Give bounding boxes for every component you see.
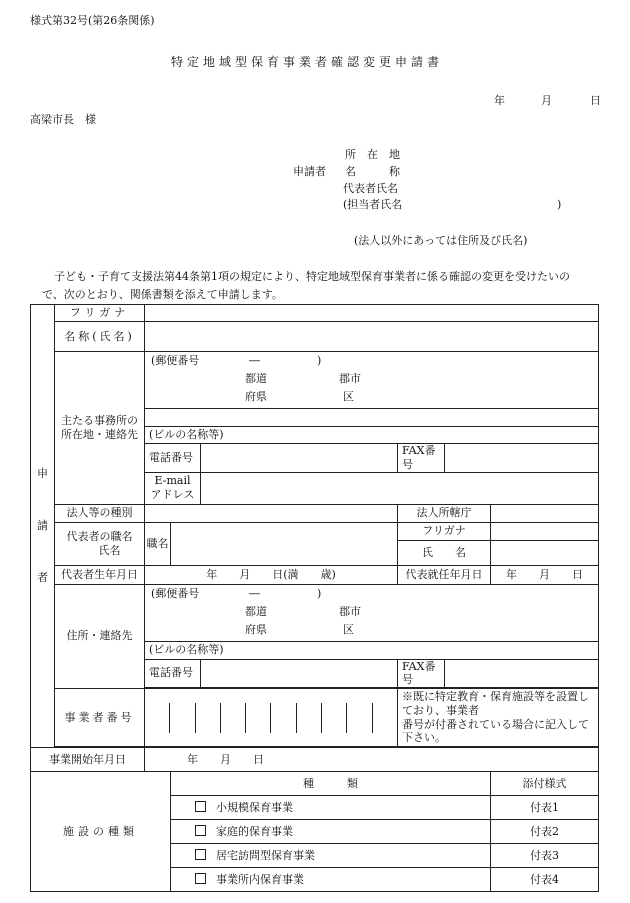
contact-person-label: (担当者氏名 bbox=[343, 198, 403, 211]
todofuken-bottom: 府県 bbox=[245, 390, 267, 403]
residence-building-label: (ビルの名称等) bbox=[149, 643, 224, 657]
attachment-header: 添付様式 bbox=[491, 772, 599, 796]
residence-phone-label: 電話番号 bbox=[145, 659, 201, 688]
operator-number-note: ※既に特定教育・保育施設等を設置しており、事業者 番号が付番されている場合に記入して下さい。 bbox=[398, 689, 599, 747]
job-title-field[interactable] bbox=[171, 522, 398, 565]
residence-fax-label: FAX番号 bbox=[398, 659, 445, 688]
name-field[interactable] bbox=[145, 322, 599, 352]
checkbox-icon[interactable] bbox=[195, 825, 206, 836]
attachment-4: 付表4 bbox=[491, 868, 599, 892]
todofuken-top: 都道 bbox=[245, 372, 267, 385]
corp-type-label: 法人等の種別 bbox=[55, 504, 145, 522]
address-label: 所 在 地 bbox=[345, 148, 400, 161]
form-number: 様式第32号(第26条関係) bbox=[30, 14, 155, 27]
residence-postal-dash: ― bbox=[249, 586, 260, 600]
body-line-1: 子ども・子育て支援法第44条第1項の規定により、特定地域型保育事業者に係る確認の変更を受けたいの bbox=[54, 270, 570, 283]
fax-field[interactable] bbox=[445, 444, 599, 473]
name-label: 名 称 bbox=[345, 165, 400, 178]
gunshi-bottom: 区 bbox=[343, 390, 354, 403]
main-office-address-line[interactable] bbox=[145, 409, 599, 427]
checkbox-icon[interactable] bbox=[195, 873, 206, 884]
appointment-label: 代表就任年月日 bbox=[398, 565, 491, 584]
corp-type-field[interactable] bbox=[145, 504, 398, 522]
job-title-label: 職名 bbox=[145, 522, 171, 565]
facility-type-item-3[interactable]: 居宅訪問型保育事業 bbox=[171, 844, 491, 868]
facility-type-item-1[interactable]: 小規模保育事業 bbox=[171, 796, 491, 820]
applicant-vertical-label: 申 請 者 bbox=[31, 305, 55, 748]
phone-field[interactable] bbox=[201, 444, 398, 473]
residence-address-field[interactable] bbox=[145, 584, 599, 641]
corp-office-label: 法人所轄庁 bbox=[398, 504, 491, 522]
date-day: 日 bbox=[590, 94, 601, 107]
furigana-label: フリガナ bbox=[55, 305, 145, 322]
postal-close: ) bbox=[317, 354, 322, 367]
checkbox-icon[interactable] bbox=[195, 801, 206, 812]
attachment-3: 付表3 bbox=[491, 844, 599, 868]
operator-number-label: 事業者番号 bbox=[55, 689, 145, 747]
attachment-1: 付表1 bbox=[491, 796, 599, 820]
residence-phone-field[interactable] bbox=[201, 659, 398, 688]
residence-fax-field[interactable] bbox=[445, 659, 599, 688]
rep-furigana-label: フリガナ bbox=[398, 522, 491, 540]
residence-postal-close: ) bbox=[317, 586, 322, 600]
appointment-field[interactable]: 年 月 日 bbox=[491, 565, 599, 584]
facility-type-label: 施設の種類 bbox=[31, 772, 171, 892]
corp-office-field[interactable] bbox=[491, 504, 599, 522]
facility-type-item-2[interactable]: 家庭的保育事業 bbox=[171, 820, 491, 844]
start-date-field[interactable]: 年 月 日 bbox=[145, 748, 599, 772]
building-label: (ビルの名称等) bbox=[149, 428, 224, 442]
residence-gunshi-top: 郡市 bbox=[339, 604, 361, 618]
gunshi-top: 郡市 bbox=[339, 372, 361, 385]
applicant-label: 申請者 bbox=[293, 165, 326, 178]
rep-name-label: 氏 名 bbox=[398, 540, 491, 565]
main-office-address-field[interactable] bbox=[145, 352, 599, 409]
rep-furigana-field[interactable] bbox=[491, 522, 599, 540]
main-office-label: 主たる事務所の所在地・連絡先 bbox=[55, 352, 145, 505]
applicant-note: (法人以外にあっては住所及び氏名) bbox=[354, 234, 528, 247]
email-field[interactable] bbox=[201, 472, 599, 504]
addressee: 高梁市長 様 bbox=[30, 113, 96, 126]
building-name-field[interactable] bbox=[145, 427, 599, 444]
residence-todofuken-top: 都道 bbox=[245, 604, 267, 618]
rep-name-field[interactable] bbox=[491, 540, 599, 565]
fax-label: FAX番号 bbox=[398, 444, 445, 473]
residence-building-field[interactable] bbox=[145, 641, 599, 659]
postal-dash: ― bbox=[249, 354, 260, 367]
operator-number-field[interactable] bbox=[145, 689, 398, 747]
residence-gunshi-bottom: 区 bbox=[343, 622, 354, 636]
checkbox-icon[interactable] bbox=[195, 849, 206, 860]
rep-birth-field[interactable]: 年 月 日(満 歳) bbox=[145, 565, 398, 584]
furigana-field[interactable] bbox=[145, 305, 599, 322]
email-label: E-mail アドレス bbox=[145, 472, 201, 504]
attachment-2: 付表2 bbox=[491, 820, 599, 844]
operator-number-digits bbox=[145, 703, 397, 733]
date-year: 年 bbox=[494, 94, 505, 107]
date-month: 月 bbox=[541, 94, 552, 107]
body-line-2: で、次のとおり、関係書類を添えて申請します。 bbox=[42, 288, 283, 301]
residence-postal-label: (郵便番号 bbox=[151, 586, 200, 600]
name-label-cell: 名称(氏名) bbox=[55, 322, 145, 352]
application-table bbox=[30, 304, 599, 892]
phone-label: 電話番号 bbox=[145, 444, 201, 473]
facility-type-item-4[interactable]: 事業所内保育事業 bbox=[171, 868, 491, 892]
start-date-label: 事業開始年月日 bbox=[31, 748, 145, 772]
representative-label: 代表者氏名 bbox=[343, 182, 398, 195]
residence-todofuken-bottom: 府県 bbox=[245, 622, 267, 636]
document-title: 特定地域型保育事業者確認変更申請書 bbox=[171, 55, 444, 69]
postal-label: (郵便番号 bbox=[151, 354, 200, 367]
rep-birth-label: 代表者生年月日 bbox=[55, 565, 145, 584]
rep-title-label: 代表者の職名 氏名 bbox=[55, 522, 145, 565]
contact-person-close: ) bbox=[557, 198, 562, 211]
type-header: 種 類 bbox=[171, 772, 491, 796]
residence-label: 住所・連絡先 bbox=[55, 584, 145, 689]
